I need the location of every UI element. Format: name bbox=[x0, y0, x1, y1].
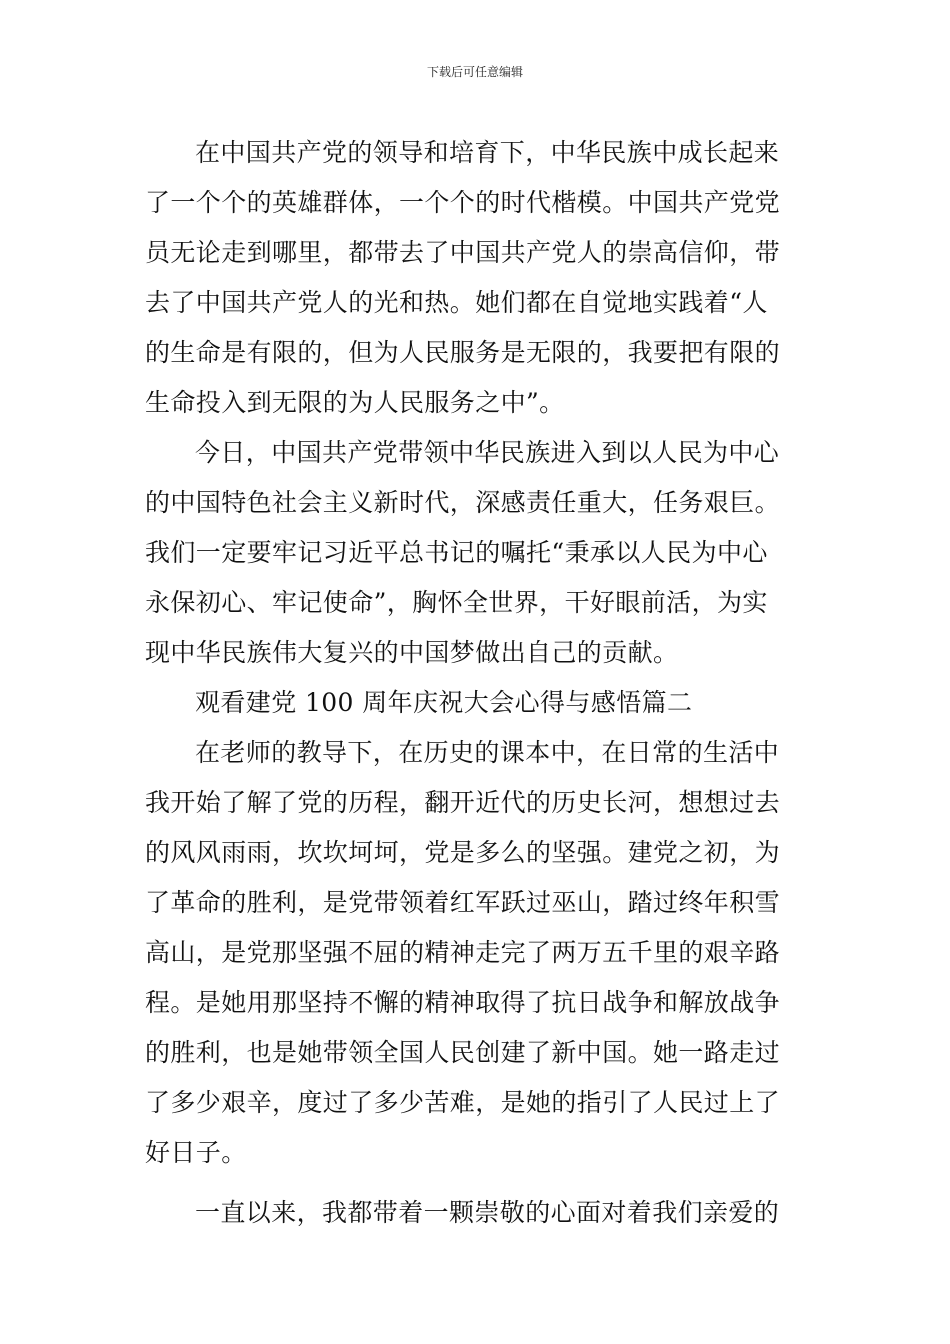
paragraph-line: 在老师的教导下，在历史的课本中，在日常的生活中 bbox=[195, 738, 780, 767]
paragraph-line: 了一个个的英雄群体，一个个的时代楷模。中国共产党党 bbox=[145, 188, 781, 217]
paragraph bbox=[145, 1188, 809, 1238]
paragraph-line: 程。是她用那坚持不懈的精神取得了抗日战争和解放战争 bbox=[145, 988, 781, 1017]
paragraph-line: 生命投入到无限的为人民服务之中”。 bbox=[145, 388, 565, 417]
paragraph bbox=[145, 428, 809, 678]
paragraph bbox=[145, 728, 809, 1178]
section-heading-text: 观看建党 100 周年庆祝大会心得与感悟篇二 bbox=[195, 688, 693, 717]
paragraph-line: 的生命是有限的，但为人民服务是无限的，我要把有限的 bbox=[145, 338, 781, 367]
paragraph-line: 在中国共产党的领导和培育下，中华民族中成长起来 bbox=[195, 138, 780, 167]
section-heading bbox=[145, 678, 809, 728]
paragraph bbox=[145, 128, 809, 428]
paragraph-line: 的胜利，也是她带领全国人民创建了新中国。她一路走过 bbox=[145, 1038, 781, 1067]
paragraph-line: 了革命的胜利，是党带领着红军跃过巫山，踏过终年积雪 bbox=[145, 888, 781, 917]
paragraph-line: 永保初心、牢记使命”，胸怀全世界，干好眼前活，为实 bbox=[145, 588, 768, 617]
document-body bbox=[145, 128, 809, 1238]
paragraph-line: 的风风雨雨，坎坎坷坷，党是多么的坚强。建党之初，为 bbox=[145, 838, 781, 867]
paragraph-line: 高山，是党那坚强不屈的精神走完了两万五千里的艰辛路 bbox=[145, 938, 781, 967]
paragraph-line: 员无论走到哪里，都带去了中国共产党人的崇高信仰，带 bbox=[145, 238, 781, 267]
paragraph-line: 一直以来，我都带着一颗崇敬的心面对着我们亲爱的 bbox=[195, 1198, 780, 1227]
paragraph-line: 好日子。 bbox=[145, 1138, 247, 1167]
paragraph-line: 去了中国共产党人的光和热。她们都在自觉地实践着“人 bbox=[145, 288, 768, 317]
paragraph-line: 的中国特色社会主义新时代，深感责任重大，任务艰巨。 bbox=[145, 488, 781, 517]
paragraph-line: 了多少艰辛，度过了多少苦难，是她的指引了人民过上了 bbox=[145, 1088, 781, 1117]
page-header: 下载后可任意编辑 bbox=[426, 65, 523, 79]
paragraph-line: 我们一定要牢记习近平总书记的嘱托“秉承以人民为中心 bbox=[145, 538, 768, 567]
paragraph-line: 今日，中国共产党带领中华民族进入到以人民为中心 bbox=[195, 438, 780, 467]
paragraph-line: 现中华民族伟大复兴的中国梦做出自己的贡献。 bbox=[145, 638, 679, 667]
paragraph-line: 我开始了解了党的历程，翻开近代的历史长河，想想过去 bbox=[145, 788, 781, 817]
